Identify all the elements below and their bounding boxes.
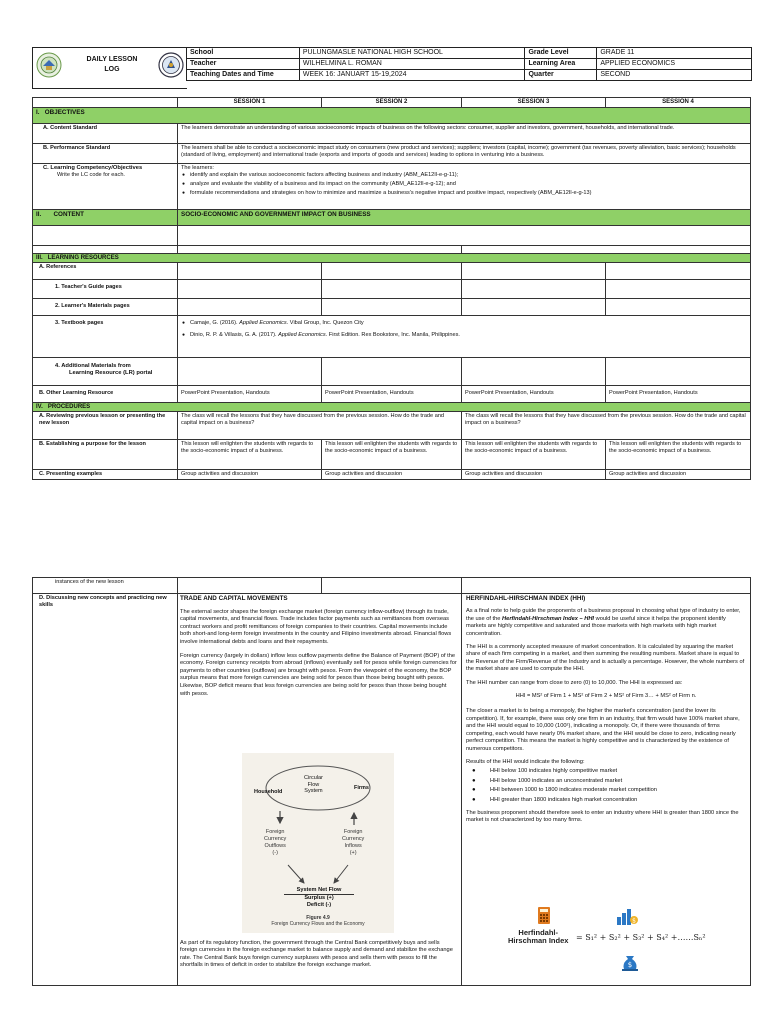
blank-cell <box>322 299 462 316</box>
resources-heading-row <box>33 254 751 263</box>
lesson-log-table <box>32 97 751 480</box>
textbook-list <box>181 320 747 339</box>
trade-paragraph: The external sector shapes the foreign exchange market (foreign currency inflow-outflow) through its trade, capital movements, and financial flows. Trade includes factor payments such as remittances from overseas contract workers and profit remittances of foreign companies to their countries. Capital movements include both short-and long-term foreign investments in the country and Filipino investments abroad. Financial flows involve international debts and loans and their repayments. <box>180 608 452 645</box>
textbook-row <box>33 316 751 358</box>
header-value: WILHELMINA L. ROMAN <box>299 59 525 70</box>
procedure-a-row <box>33 412 751 440</box>
blank-cell <box>462 246 751 254</box>
continued-row <box>33 578 751 594</box>
learners-materials-label: 2. Learner's Materials pages <box>33 299 178 316</box>
money-bag-icon <box>620 952 640 972</box>
competency-label: C. Learning Competency/Objectives <box>43 165 143 171</box>
bar-chart-icon <box>616 907 638 925</box>
procedure-b-cell: This lesson will enlighten the students with regards to the socio-economic impact of a business. <box>322 440 462 470</box>
procedure-a-session-1-2: The class will recall the lessons that they have discussed from the previous session. How do the trade and capital impact on a business? <box>178 412 462 440</box>
hhi-result-item: ● HHI between 1000 to 1800 indicates moderate market competition <box>490 787 746 794</box>
trade-paragraph: As part of its regulatory function, the government through the Central Bank competitively buys and sells foreign currencies in the foreign exchange market to balance supply and demand and stabilize the exchange rate. The Central Bank buys foreign currency surpluses with pesos and sells them with pesos to fill the shortfalls in times of deficit in order to stabilize the foreign exchange market. <box>180 940 453 969</box>
hhi-result-item: ● HHI below 100 indicates highly competitive market <box>490 768 746 775</box>
header-value: WEEK 16: JANUART 15-19,2024 <box>299 70 525 81</box>
teachers-guide-row <box>33 280 751 299</box>
blank-cell <box>462 578 751 594</box>
procedure-a-session-3-4: The class will recall the lessons that they have discussed from the previous session. How do the trade and capital impact on a business? <box>462 412 751 440</box>
hhi-paragraph: The HHI is a commonly accepted measure of market concentration. It is calculated by squaring the market share of each firm competing in a market, and then summing the resulting numbers. Market share is equal to the Revenue of the Firm/Revenue of the Industry and is actually a percentage. However, the whole numbers of the market share are used to compute the HHI. <box>466 644 745 673</box>
additional-materials-row <box>33 358 751 386</box>
hhi-title: HERFINDAHL-HIRSCHMAN INDEX (HHI) <box>466 595 586 602</box>
trade-capital-content <box>180 595 458 704</box>
content-blank-row <box>33 226 751 246</box>
header-label: Learning Area <box>525 59 597 70</box>
blank-cell <box>322 280 462 299</box>
title-line-1: DAILY LESSON <box>86 56 138 63</box>
hhi-content <box>466 595 746 831</box>
session-3-header: SESSION 3 <box>462 98 606 108</box>
performance-standard-text: The learners shall be able to conduct a socioeconomic impact study on consumers (new product and services); suppliers; investors (capital, income); government (tax revenues, poverty alleviation, basic services); households (standard of living, employment) and international trade (exports and imports of goods and services) leading to options in venturing into a business. <box>178 144 751 164</box>
other-resource-cell: PowerPoint Presentation, Handouts <box>178 386 322 403</box>
content-blank-row-2 <box>33 246 751 254</box>
blank-cell <box>33 246 178 254</box>
blank-cell <box>322 263 462 280</box>
competency-text-cell <box>178 164 751 210</box>
procedure-b-cell: This lesson will enlighten the students with regards to the socio-economic impact of a business. <box>178 440 322 470</box>
competency-item: ● analyze and evaluate the viability of a business and its impact on the community (ABM_AE12Il-e-g-12); and <box>190 181 747 188</box>
blank-cell <box>606 358 751 386</box>
other-resource-cell: PowerPoint Presentation, Handouts <box>322 386 462 403</box>
blank-cell <box>178 578 322 594</box>
content-standard-label: A. Content Standard <box>33 124 178 144</box>
hhi-graphic <box>502 907 706 973</box>
hhi-paragraph: The HHI number can range from close to zero (0) to 10,000. The HHI is expressed as: <box>466 679 683 686</box>
objectives-heading: I. OBJECTIVES <box>33 108 751 124</box>
other-resource-cell: PowerPoint Presentation, Handouts <box>462 386 606 403</box>
procedures-heading-row <box>33 403 751 412</box>
procedures-heading: IV. PROCEDURES <box>33 403 751 412</box>
trade-paragraph: Foreign currency (largely in dollars) inflow less outflow payments define the Balance of Payment (BOP) of the economy. Foreign currency receipts from abroad (inflows) eventually sell for pesos while foreign currencies for payments to other countries (outflows) are brought with pesos. From the viewpoint of the economy, the BOP surplus means that more foreign currencies are being sold for pesos than those being bought with pesos. Likewise, BOP deficit means that less foreign currencies are being sold for pesos than those being bought with pesos. <box>180 652 457 697</box>
blank-cell <box>606 299 751 316</box>
blank-cell <box>178 263 322 280</box>
procedure-c-label: C. Presenting examples <box>33 470 178 480</box>
procedure-c-cell: Group activities and discussion <box>322 470 462 480</box>
header-label: Grade Level <box>525 48 597 59</box>
figure-caption: Figure 4.9 Foreign Currency Flows and the Economy <box>271 915 365 927</box>
trade-capital-content-bottom <box>180 940 458 976</box>
session-2-header: SESSION 2 <box>322 98 462 108</box>
competency-item: ● identify and explain the various socioeconomic factors affecting business and industry (ABM_AE12Il-e-g-11); <box>190 172 747 179</box>
procedure-b-cell: This lesson will enlighten the students with regards to the socio-economic impact of a business. <box>606 440 751 470</box>
references-row <box>33 263 751 280</box>
header-value: PULUNGMASLE NATIONAL HIGH SCHOOL <box>299 48 525 59</box>
textbook-label: 3. Textbook pages <box>33 316 178 358</box>
blank-cell <box>606 263 751 280</box>
procedure-b-row <box>33 440 751 470</box>
blank-cell <box>33 98 178 108</box>
header-label: Teaching Dates and Time <box>187 70 300 81</box>
competency-list <box>181 172 747 197</box>
hhi-results-list <box>466 768 746 804</box>
figure-net-flow-label: System Net Flow Surplus (+) Deficit (-) <box>284 887 354 909</box>
hhi-result-item: ● HHI below 1000 indicates an unconcentrated market <box>490 778 746 785</box>
hhi-graphic-label: Herfindahl- Hirschman Index <box>508 928 569 945</box>
title-line-2: LOG <box>104 66 120 73</box>
blank-cell <box>606 280 751 299</box>
blank-cell <box>178 358 322 386</box>
content-standard-row <box>33 124 751 144</box>
blank-cell <box>178 280 322 299</box>
blank-cell <box>462 299 606 316</box>
textbook-item: ● Dinio, R. P. & Villasis, G. A. (2017). Applied Economics. First Edition. Rex Bookstore, Inc. Manila, Philippines. <box>190 332 747 339</box>
svg-text:$: $ <box>632 917 636 925</box>
page-2 <box>0 570 768 1024</box>
header-label: Teacher <box>187 59 300 70</box>
blank-cell <box>178 226 751 246</box>
blank-cell <box>462 263 606 280</box>
calculator-icon <box>538 907 550 924</box>
learners-materials-row <box>33 299 751 316</box>
header-info-table <box>186 47 752 81</box>
performance-standard-row <box>33 144 751 164</box>
teachers-guide-label: 1. Teacher's Guide pages <box>33 280 178 299</box>
procedure-b-label: B. Establishing a purpose for the lesson <box>33 440 178 470</box>
trade-title: TRADE AND CAPITAL MOVEMENTS <box>180 595 288 602</box>
svg-text:$: $ <box>627 961 633 969</box>
procedure-c-cell: Group activities and discussion <box>178 470 322 480</box>
school-seal-icon <box>158 52 184 78</box>
other-resource-cell: PowerPoint Presentation, Handouts <box>606 386 751 403</box>
competency-row <box>33 164 751 210</box>
header-value: SECOND <box>597 70 752 81</box>
procedure-a-label: A. Reviewing previous lesson or presenting the new lesson <box>33 412 178 440</box>
session-header-row <box>33 98 751 108</box>
hhi-formula: HHI = MS² of Firm 1 + MS² of Firm 2 + MS² of Firm 3… + MS² of Firm n. <box>515 693 697 700</box>
content-title: SOCIO-ECONOMIC AND GOVERNMENT IMPACT ON BUSINESS <box>178 210 751 226</box>
additional-label-line: Learning Resource (LR) portal <box>69 370 153 376</box>
hhi-paragraph: Results of the HHI would indicate the following: <box>466 758 585 765</box>
procedure-c-cell: Group activities and discussion <box>606 470 751 480</box>
header-row <box>187 48 752 59</box>
competency-intro: The learners: <box>181 165 214 171</box>
blank-cell <box>462 358 606 386</box>
figure-inflow-label: Foreign Currency Inflows (+) <box>342 829 365 856</box>
figure-household-label: Household <box>254 789 283 795</box>
procedure-b-cell: This lesson will enlighten the students with regards to the socio-economic impact of a business. <box>462 440 606 470</box>
competency-sublabel: Write the LC code for each. <box>57 172 125 178</box>
header-label: Quarter <box>525 70 597 81</box>
hhi-paragraph: The business proponent should therefore seek to enter an industry where HHI is greater than 1800 since the market is not characterized by too many firms. <box>466 809 739 824</box>
hhi-paragraph: As a final note to help guide the proponents of a business proposal in choosing what type of industry to enter, the use of the Herfindahl-Hirschman Index – HHI would be useful since it helps the proponent identify markets are highly competitive and saturated and those markets with high markets with high market concentration. <box>466 608 741 637</box>
figure-firms-label: Firms <box>354 785 369 791</box>
header-value: APPLIED ECONOMICS <box>597 59 752 70</box>
header-row <box>187 70 752 81</box>
content-standard-text: The learners demonstrate an understanding of various socioeconomic impacts of business on the following sectors: consumer, supplier and investors, government, households, and international trade. <box>178 124 751 144</box>
performance-standard-label: B. Performance Standard <box>33 144 178 164</box>
document-title <box>66 55 158 75</box>
textbook-cell <box>178 316 751 358</box>
content-heading-row <box>33 210 751 226</box>
textbook-item: ● Camaje, G. (2016). Applied Economics. Vibal Group, Inc. Quezon City <box>190 320 747 327</box>
other-resource-label: B. Other Learning Resource <box>33 386 178 403</box>
procedure-c-row <box>33 470 751 480</box>
figure-outflow-label: Foreign Currency Outflows (-) <box>264 829 287 856</box>
hhi-paragraph: The closer a market is to being a monopoly, the higher the market's concentration (and the lower its competition). If, for example, there was only one firm in an industry, that firm would have 100% market share, and the HHI would equal to 10,000 (100²), indicating a monopoly. Or, if there were thousands of firms competing, each would have nearly 0% market share, and the HHI would be close to zero, indicating nearly perfect competition. This means the market is highly competitive and is characterized by the existence of numerous competitors. <box>466 708 740 752</box>
competency-label-cell <box>33 164 178 210</box>
hhi-result-item: ● HHI greater than 1800 indicates high market concentration <box>490 797 746 804</box>
blank-cell <box>178 299 322 316</box>
blank-cell <box>322 578 462 594</box>
foreign-currency-figure <box>242 753 394 933</box>
additional-label-line: 4. Additional Materials from <box>55 363 131 369</box>
header-row <box>187 59 752 70</box>
objectives-heading-row <box>33 108 751 124</box>
continued-label: instances of the new lesson <box>33 578 178 594</box>
blank-cell <box>33 226 178 246</box>
hhi-graphic-formula: = S₁² + S₂² + S₃² + S₄² +……Sₙ² <box>576 933 706 942</box>
header-label: School <box>187 48 300 59</box>
deped-seal-icon <box>36 52 62 78</box>
references-label: A. References <box>33 263 178 280</box>
resources-heading: III. LEARNING RESOURCES <box>33 254 751 263</box>
header-value: GRADE 11 <box>597 48 752 59</box>
other-resource-row <box>33 386 751 403</box>
blank-cell <box>322 358 462 386</box>
session-1-header: SESSION 1 <box>178 98 322 108</box>
additional-materials-label <box>33 358 178 386</box>
content-heading: II. CONTENT <box>33 210 178 226</box>
procedure-d-label: D. Discussing new concepts and practicing new skills <box>33 594 178 986</box>
blank-cell <box>178 246 462 254</box>
session-4-header: SESSION 4 <box>606 98 751 108</box>
figure-center-label: Circular Flow System <box>304 775 323 794</box>
blank-cell <box>462 280 606 299</box>
procedure-c-cell: Group activities and discussion <box>462 470 606 480</box>
competency-item: ● formulate recommendations and strategies on how to minimize and maximize a business's negative impact and positive impact, respectively (ABM_AE12Il-e-g-13) <box>190 190 747 197</box>
